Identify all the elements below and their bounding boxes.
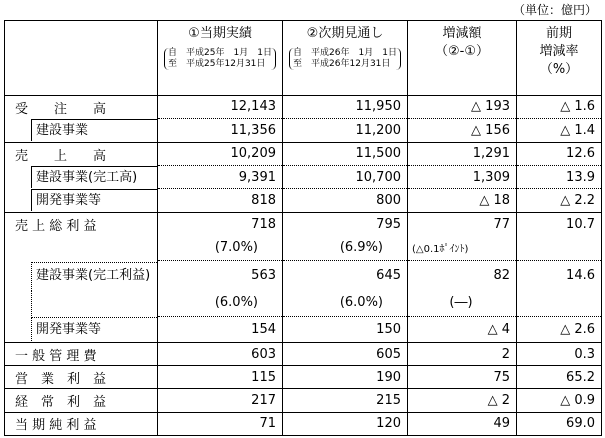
forecast-value: 795 — [283, 212, 408, 235]
table-row — [5, 212, 602, 235]
change-amount: △ 156 — [408, 119, 517, 143]
change-rate: 0.3 — [517, 343, 602, 366]
forecast-value: 215 — [283, 389, 408, 412]
forecast-value: 150 — [283, 317, 408, 343]
row-sublabel: 開発事業等 — [31, 317, 157, 341]
change-amount: 2 — [408, 343, 517, 366]
change-rate: △ 2.6 — [517, 317, 602, 343]
change-rate-title-1: 前期 — [545, 26, 572, 41]
forecast-value: 11,200 — [283, 119, 408, 143]
table-row — [5, 289, 602, 316]
forecast-table — [4, 20, 602, 436]
row-sublabel: 建設事業 — [31, 119, 157, 141]
current-value: 217 — [158, 389, 283, 412]
current-value: 563 — [158, 261, 283, 289]
change-rate: △ 1.6 — [517, 95, 602, 118]
table-row — [5, 236, 602, 261]
row-label: 売 上 総 利 益 — [5, 212, 158, 235]
change-rate: 65.2 — [517, 366, 602, 389]
row-label: 売 上 高 — [5, 142, 158, 165]
change-amount: △ 4 — [408, 317, 517, 343]
current-value: 12,143 — [158, 95, 283, 118]
row-label-blank — [5, 236, 158, 261]
current-value: 603 — [158, 343, 283, 366]
current-value: 11,356 — [158, 119, 283, 143]
margin-change: (△0.1ﾎﾟｲﾝﾄ) — [408, 236, 517, 261]
row-label: 受 注 高 — [5, 95, 158, 118]
forecast-value: 10,700 — [283, 165, 408, 188]
row-sublabel: 建設事業(完工高) — [31, 166, 157, 188]
header-current-results — [158, 21, 283, 96]
change-amount-title: 増減額 — [442, 26, 482, 41]
blank-cell — [517, 289, 602, 316]
row-label — [5, 119, 158, 143]
next-forecast-period — [289, 48, 401, 70]
blank-cell — [517, 236, 602, 261]
forecast-value: 190 — [283, 366, 408, 389]
row-sublabel: 開発事業等 — [31, 189, 157, 211]
row-label — [5, 165, 158, 188]
next-period-from: 自 平成26年 1月 1日 — [293, 48, 397, 58]
change-amount: 75 — [408, 366, 517, 389]
change-amount: △ 18 — [408, 189, 517, 213]
row-label: 一 般 管 理 費 — [5, 343, 158, 366]
header-blank — [5, 21, 158, 96]
row-label: 経 常 利 益 — [5, 389, 158, 412]
table-row — [5, 317, 602, 343]
change-rate: 14.6 — [517, 261, 602, 289]
forecast-value: 800 — [283, 189, 408, 213]
change-amount: 1,309 — [408, 165, 517, 188]
current-period-to: 至 平成25年12月31日 — [168, 59, 266, 69]
margin-change: (―) — [408, 289, 517, 316]
change-amount: 1,291 — [408, 142, 517, 165]
change-rate: 10.7 — [517, 212, 602, 235]
forecast-margin: (6.0%) — [283, 289, 408, 316]
forecast-value: 645 — [283, 261, 408, 289]
row-label — [5, 317, 158, 343]
row-sublabel: 建設事業(完工利益) — [31, 262, 157, 289]
table-row — [5, 95, 602, 118]
table-row — [5, 261, 602, 289]
change-rate: △ 0.9 — [517, 389, 602, 412]
current-margin: (6.0%) — [158, 289, 283, 316]
change-rate-title-2: 増減率 — [539, 44, 579, 59]
header-change-amount — [408, 21, 517, 96]
current-value: 818 — [158, 189, 283, 213]
change-amount: △ 193 — [408, 95, 517, 118]
current-results-title: ①当期実績 — [188, 26, 252, 41]
row-label: 営 業 利 益 — [5, 366, 158, 389]
change-rate: 69.0 — [517, 412, 602, 435]
current-value: 718 — [158, 212, 283, 235]
change-amount: 82 — [408, 261, 517, 289]
current-results-period — [164, 48, 276, 70]
current-period-from: 自 平成25年 1月 1日 — [168, 48, 272, 58]
table-row — [5, 119, 602, 143]
forecast-margin: (6.9%) — [283, 236, 408, 261]
current-value: 71 — [158, 412, 283, 435]
table-row — [5, 389, 602, 412]
forecast-value: 605 — [283, 343, 408, 366]
row-label — [5, 189, 158, 213]
change-amount: △ 2 — [408, 389, 517, 412]
change-rate: 13.9 — [517, 165, 602, 188]
forecast-value: 120 — [283, 412, 408, 435]
header-change-rate — [517, 21, 602, 96]
table-row — [5, 142, 602, 165]
current-value: 154 — [158, 317, 283, 343]
table-row — [5, 189, 602, 213]
current-value: 115 — [158, 366, 283, 389]
next-period-to: 至 平成26年12月31日 — [293, 59, 391, 69]
change-amount: 49 — [408, 412, 517, 435]
current-value: 10,209 — [158, 142, 283, 165]
forecast-value: 11,950 — [283, 95, 408, 118]
forecast-value: 11,500 — [283, 142, 408, 165]
row-label — [5, 261, 158, 289]
next-forecast-title: ②次期見通し — [306, 26, 384, 41]
change-rate-sub: （%） — [539, 62, 579, 77]
unit-label: （単位：億円） — [512, 3, 597, 17]
table-row — [5, 343, 602, 366]
table-row — [5, 165, 602, 188]
change-amount: 77 — [408, 212, 517, 235]
change-rate: △ 2.2 — [517, 189, 602, 213]
change-rate: △ 1.4 — [517, 119, 602, 143]
current-margin: (7.0%) — [158, 236, 283, 261]
header-next-forecast — [283, 21, 408, 96]
table-row — [5, 412, 602, 435]
change-amount-sub: （②-①） — [435, 44, 489, 59]
current-value: 9,391 — [158, 165, 283, 188]
row-label: 当 期 純 利 益 — [5, 412, 158, 435]
change-rate: 12.6 — [517, 142, 602, 165]
row-label-blank — [5, 289, 158, 316]
table-row — [5, 366, 602, 389]
